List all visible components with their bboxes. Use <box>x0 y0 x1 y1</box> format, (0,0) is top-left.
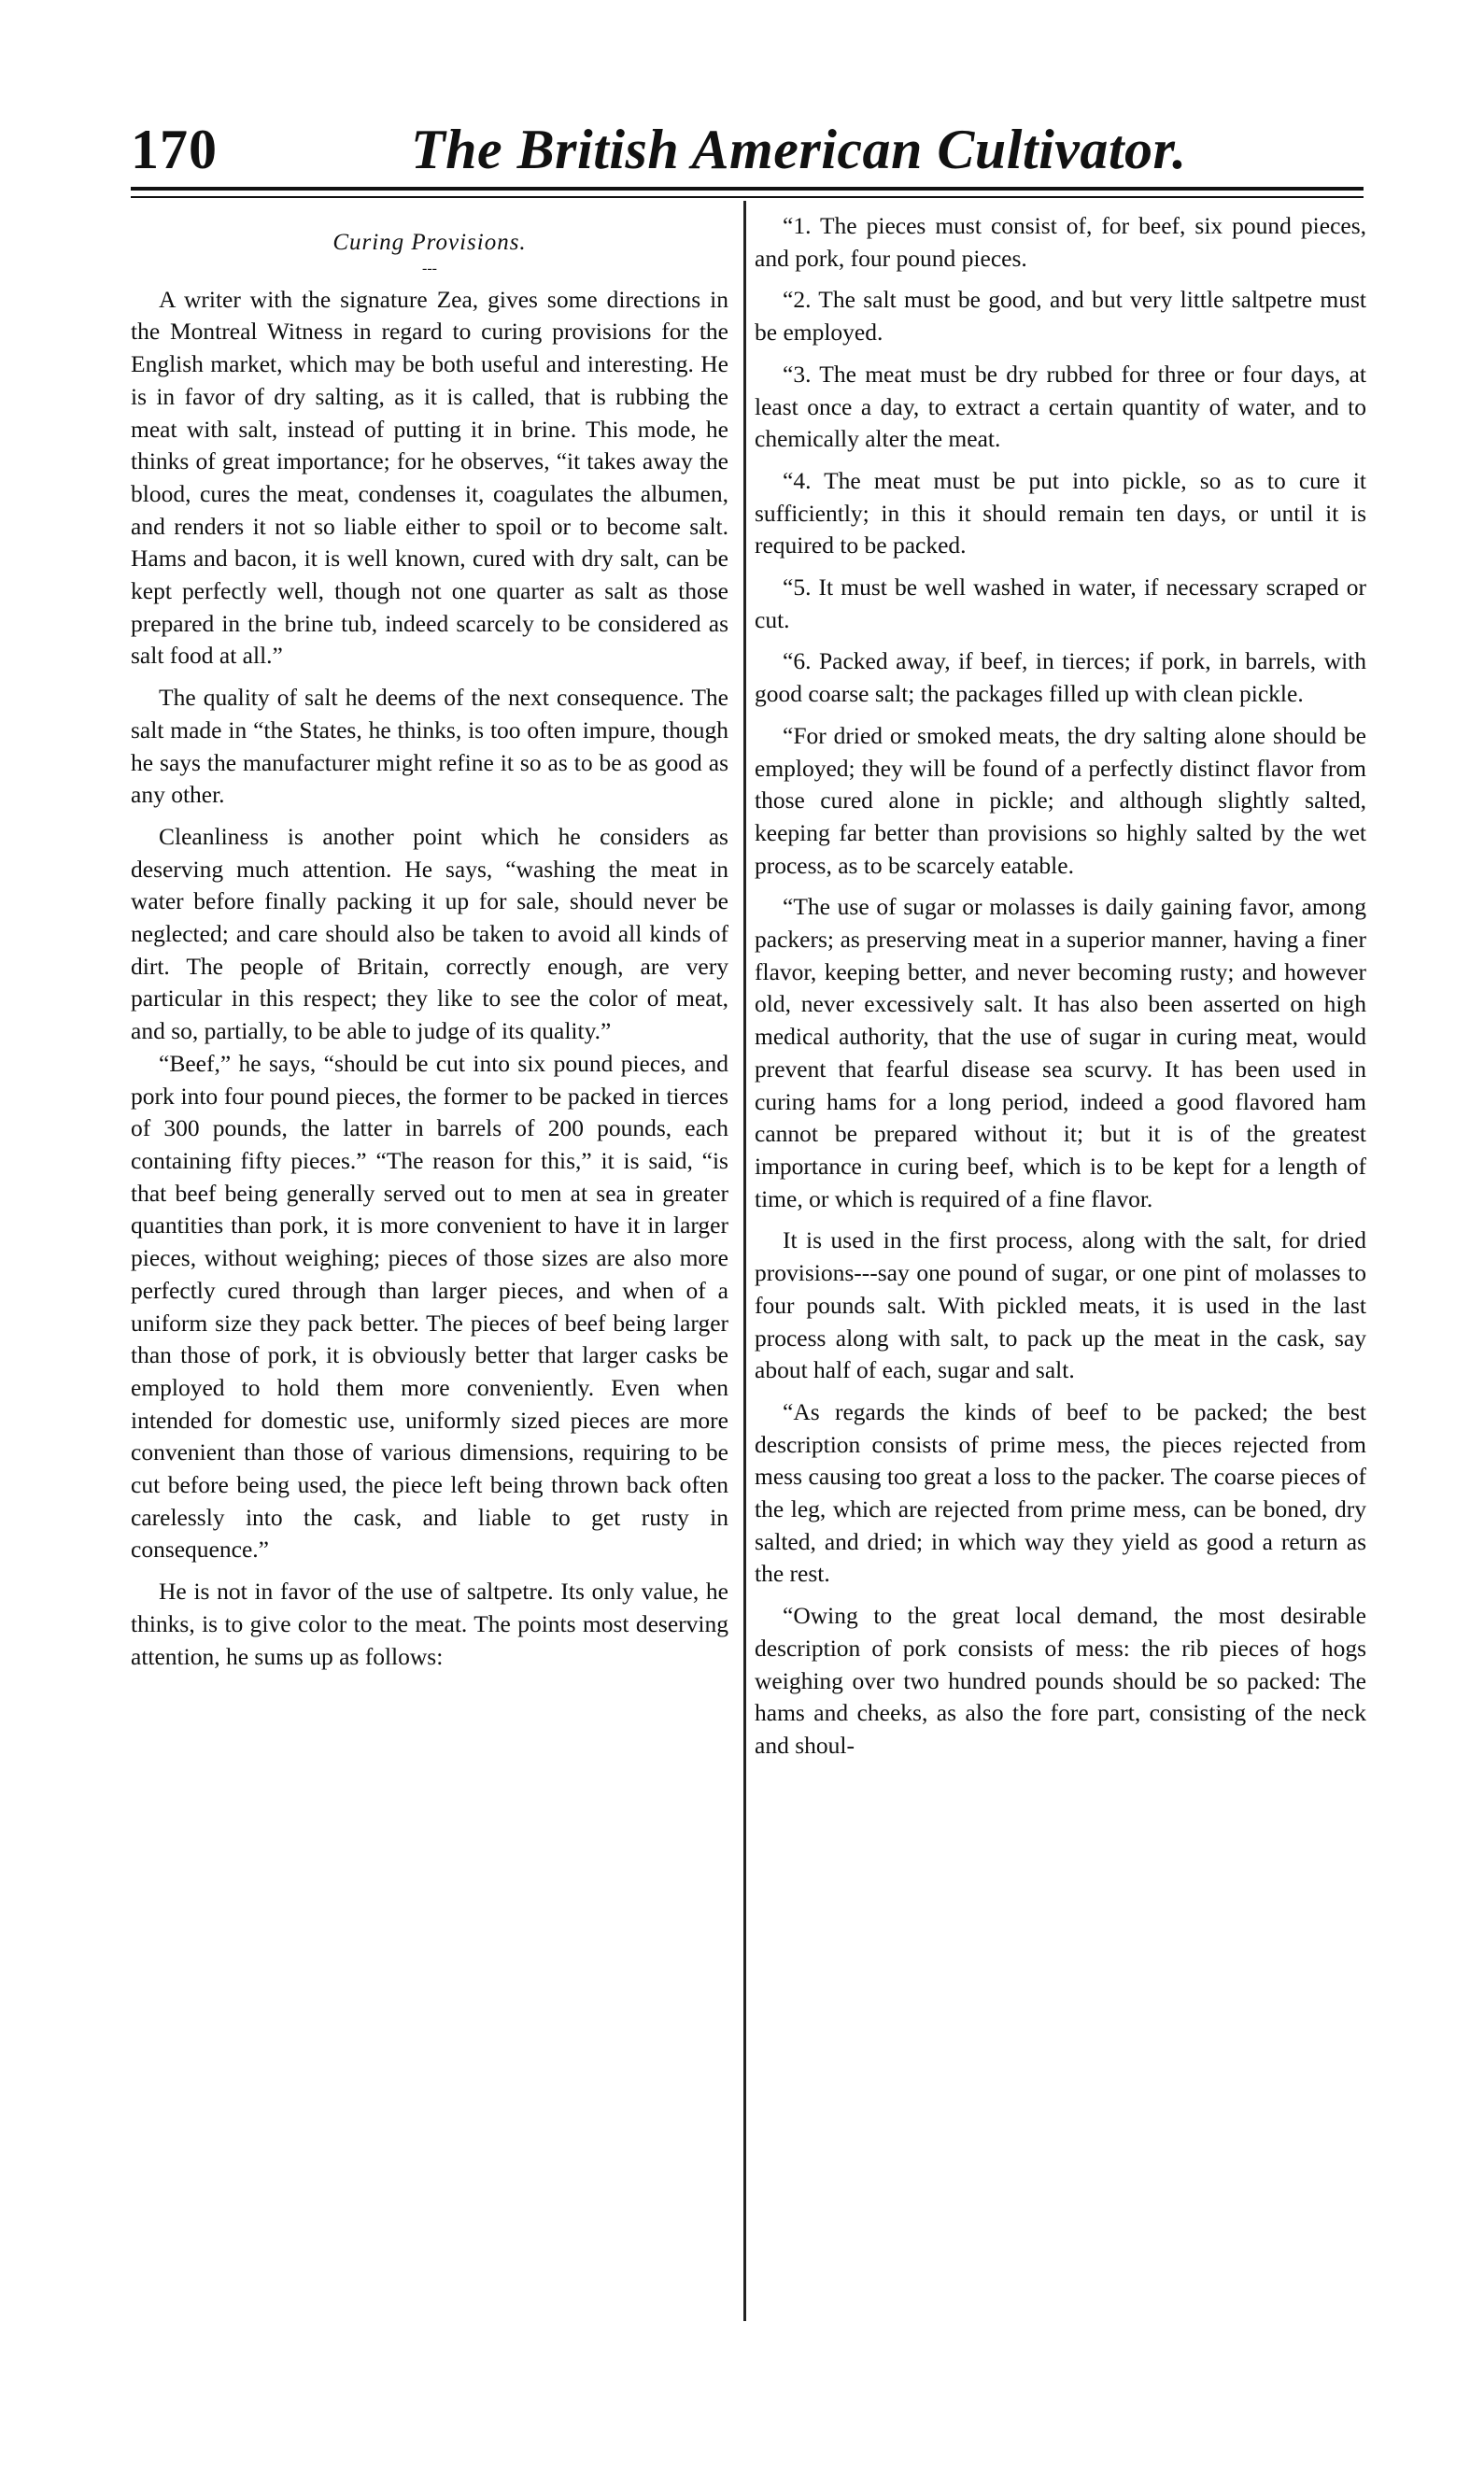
paragraph: Cleanliness is another point which he considers as deserving much attention. He says, “washing the meat in water before finally packing it up for sale, should never be neglected; and care should also be taken to avoid all kinds of dirt. The people of Britain, correctly enough, are very particular in this respect; they like to see the color of meat, and so, partially, to be able to judge of its quality.” <box>131 822 728 1045</box>
paragraph: “6. Packed away, if beef, in tierces; if pork, in barrels, with good coarse salt; the packages filled up with clean pickle. <box>755 647 1366 708</box>
page-number: 170 <box>131 119 218 180</box>
page-header <box>131 110 1345 194</box>
paragraph: “4. The meat must be put into pickle, so as to cure it sufficiently; in this it should remain ten days, or until it is required to be packed. <box>755 466 1366 559</box>
paragraph: “Owing to the great local demand, the most desirable description of pork consists of mess: the rib pieces of hogs weighing over two hundred pounds should be so packed: The hams and cheeks, as also the fore part, consisting of the neck and shoul- <box>755 1602 1366 1759</box>
column-divider <box>743 201 746 2321</box>
paragraph: A writer with the signature Zea, gives some directions in the Montreal Witness in regard to curing provisions for the English market, which may be both useful and interesting. He is in favor of dry salting, as it is called, that is rubbing the meat with salt, instead of putting it in brine. This mode, he thinks of great importance; for he observes, “it takes away the blood, cures the meat, condenses it, coagulates the albumen, and renders it not so liable either to spoil or to become salt. Hams and bacon, it is well known, cured with dry salt, can be kept perfectly well, though not one quarter as salt as those prepared in the brine tub, indeed scarcely to be considered as salt food at all.” <box>131 285 728 670</box>
right-column <box>755 210 1366 1763</box>
paragraph: “5. It must be well washed in water, if necessary scraped or cut. <box>755 573 1366 633</box>
paragraph: “The use of sugar or molasses is daily gaining favor, among packers; as preserving meat in a superior manner, having a finer flavor, keeping better, and never becoming rusty; and however old, never excessively salt. It has also been asserted on high medical authority, that the use of sugar in curing meat, would prevent that fearful disease sea scurvy. It has been used in curing hams for a long period, indeed a good flavored ham cannot be prepared without it; but it is of the greatest importance in curing beef, which is to be kept for a length of time, or which is required of a fine flavor. <box>755 893 1366 1212</box>
article-heading: Curing Provisions. <box>332 230 527 255</box>
running-title: The British American Cultivator. <box>411 119 1187 180</box>
paragraph: “2. The salt must be good, and but very little saltpetre must be employed. <box>755 286 1366 347</box>
paragraph: It is used in the first process, along with the salt, for dried provisions---say one pound of sugar, or one pint of molasses to four pounds salt. With pickled meats, it is used in the last process along with salt, to pack up the meat in the cask, say about half of each, sugar and salt. <box>755 1226 1366 1384</box>
paragraph: “Beef,” he says, “should be cut into six pound pieces, and pork into four pound pieces, the former to be packed in tierces of 300 pounds, the latter in barrels of 200 pounds, each containing fifty pieces.” “The reason for this,” it is said, “is that beef being generally served out to men at sea in greater quantities than pork, it is more convenient to have it in larger pieces, without weighing; pieces of those sizes are also more perfectly cured through than larger pieces, and when of a uniform size they pack better. The pieces of beef being larger than those of pork, it is obviously better that larger casks be employed to hold them more conveniently. Even when intended for domestic use, uniformly sized pieces are more convenient than those of various dimensions, requiring to be cut before being used, the piece left being thrown back often carelessly into the cask, and liable to get rusty in consequence.” <box>131 1049 728 1564</box>
paragraph: He is not in favor of the use of saltpetre. Its only value, he thinks, is to give color to the meat. The points most deserving attention, he sums up as follows: <box>131 1578 728 1670</box>
paragraph: The quality of salt he deems of the next consequence. The salt made in “the States, he thinks, is too often impure, though he says the manufacturer might refine it so as to be as good as any other. <box>131 684 728 809</box>
paragraph: “3. The meat must be dry rubbed for three or four days, at least once a day, to extract a certain quantity of water, and to chemically alter the meat. <box>755 360 1366 453</box>
left-column <box>131 210 728 1673</box>
header-rule-thin <box>131 196 1364 198</box>
paragraph: “As regards the kinds of beef to be packed; the best description consists of prime mess, the pieces rejected from mess causing too great a loss to the packer. The coarse pieces of the leg, which are rejected from prime mess, can be boned, dry salted, and dried; in which way they yield as good a return as the rest. <box>755 1397 1366 1588</box>
paragraph: “For dried or smoked meats, the dry salting alone should be employed; they will be found of a perfectly distinct flavor from those cured alone in pickle; and although slightly salted, keeping far better than provisions so highly salted by the wet process, as to be scarcely eatable. <box>755 721 1366 879</box>
paragraph: “1. The pieces must consist of, for beef, six pound pieces, and pork, four pound pieces. <box>755 212 1366 272</box>
header-rule <box>131 187 1364 191</box>
section-ornament: --- <box>422 260 437 276</box>
